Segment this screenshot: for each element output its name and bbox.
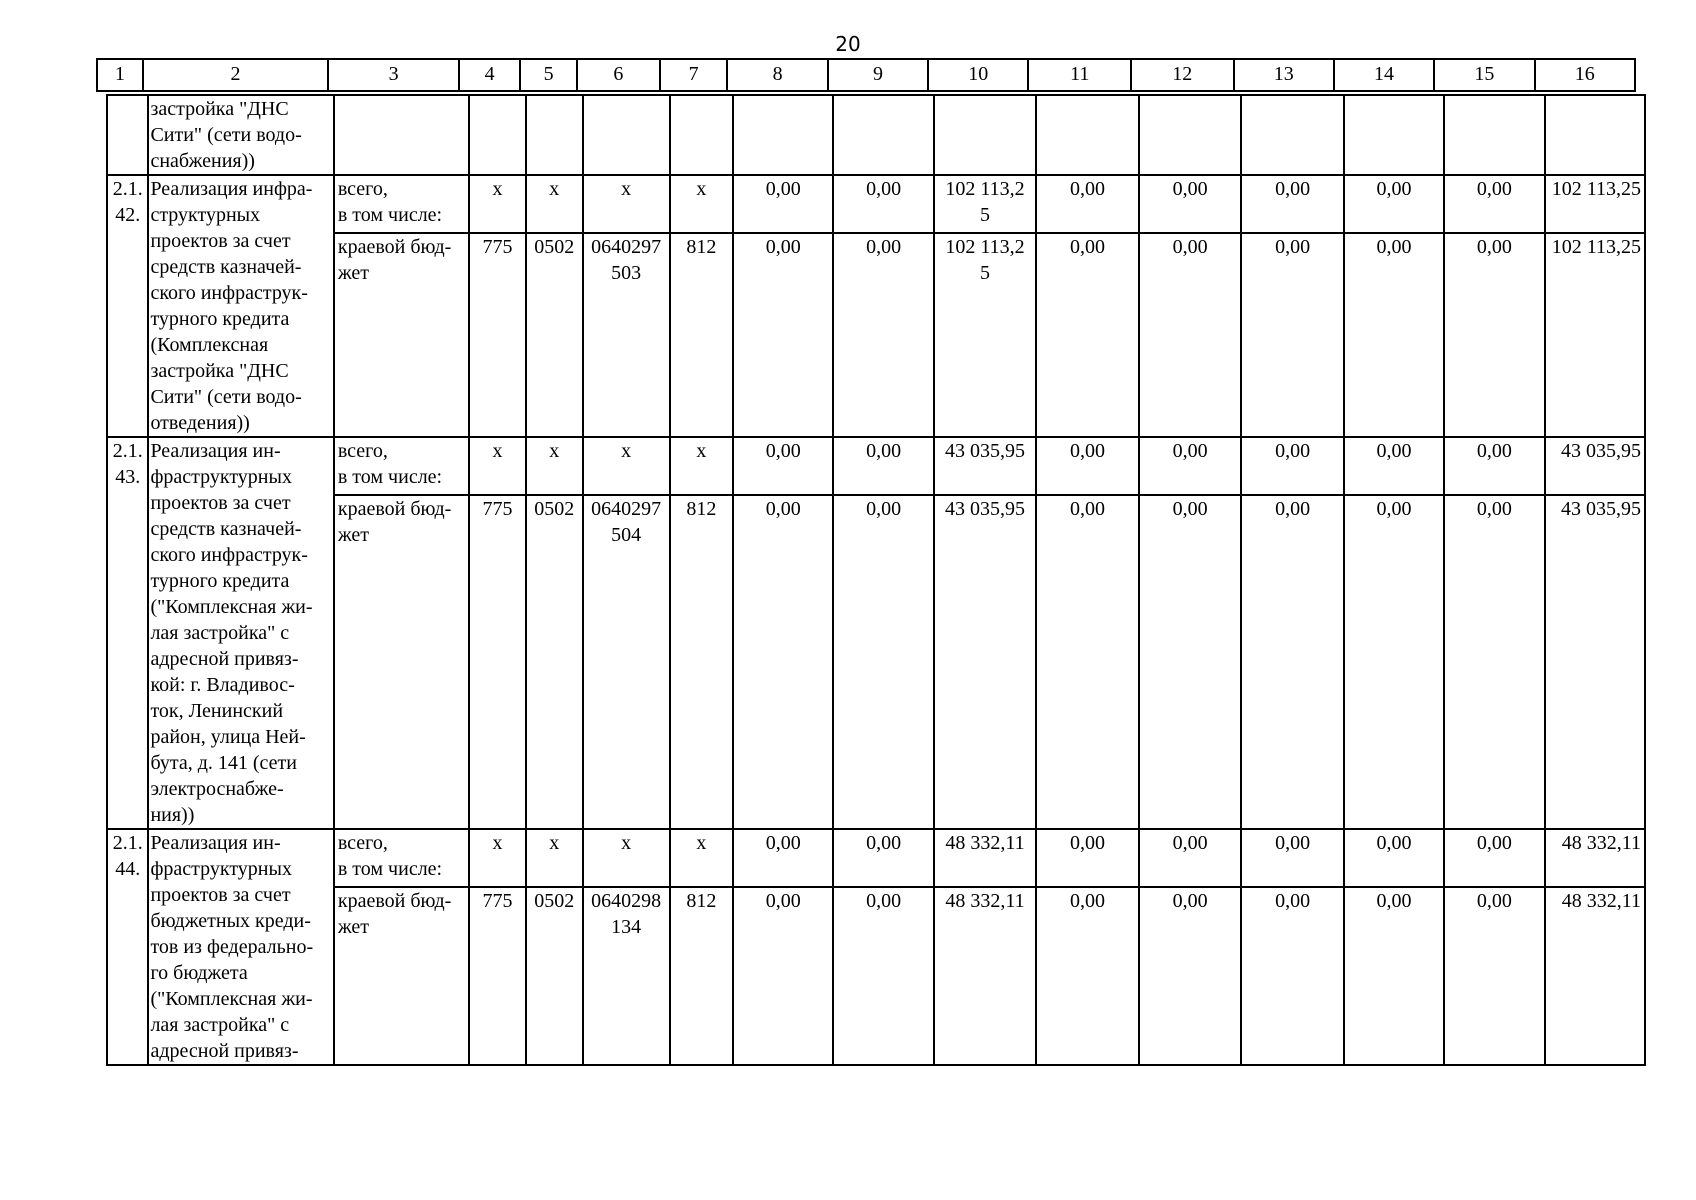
- amount-cell-c6: 0640297 504: [583, 495, 670, 829]
- amount-cell-c12: 0,00: [1139, 887, 1242, 1065]
- amount-cell-c7: х: [670, 437, 733, 495]
- amount-cell-c15: 0,00: [1444, 495, 1544, 829]
- item-source-row: [107, 495, 1645, 829]
- item-description-cell: Реализация ин- фраструктурных проектов за счет бюджетных креди- тов из федерально- го бюджета ("Комплексная жи- лая застройка" с адресной привяз-: [148, 829, 333, 1065]
- item-total-row: [107, 175, 1645, 233]
- amount-cell-c5: 0502: [526, 495, 583, 829]
- column-header-13: 13: [1234, 59, 1334, 91]
- amount-cell-c8: 0,00: [733, 175, 833, 233]
- column-header-6: 6: [577, 59, 660, 91]
- amount-cell-c16: 48 332,11: [1545, 887, 1645, 1065]
- column-header-4: 4: [459, 59, 520, 91]
- amount-cell-c9: 0,00: [833, 829, 933, 887]
- amount-cell-c16: 102 113,25: [1545, 175, 1645, 233]
- amount-cell-c15: 0,00: [1444, 829, 1544, 887]
- amount-cell-c11: 0,00: [1036, 175, 1139, 233]
- amount-cell-c11: 0,00: [1036, 495, 1139, 829]
- funding-source-cell: всего, в том числе:: [334, 829, 469, 887]
- empty-cell: [1241, 95, 1344, 175]
- amount-cell-c14: 0,00: [1344, 495, 1444, 829]
- amount-cell-c14: 0,00: [1344, 887, 1444, 1065]
- amount-cell-c5: 0502: [526, 233, 583, 437]
- amount-cell-c13: 0,00: [1241, 829, 1344, 887]
- amount-cell-c6: х: [583, 437, 670, 495]
- amount-cell-c13: 0,00: [1241, 437, 1344, 495]
- amount-cell-c11: 0,00: [1036, 887, 1139, 1065]
- empty-cell: [334, 95, 469, 175]
- amount-cell-c12: 0,00: [1139, 175, 1242, 233]
- item-description-cell: Реализация ин- фраструктурных проектов за счет средств казначей- ского инфраструк- турного кредита ("Комплексная жи- лая застройка" с адресной привяз- кой: г. Владивос- ток, Ленинский район, улица Ней- бута, д. 141 (сети электроснабже- ния)): [148, 437, 333, 829]
- amount-cell-c10: 48 332,11: [934, 829, 1037, 887]
- amount-cell-c11: 0,00: [1036, 437, 1139, 495]
- amount-cell-c14: 0,00: [1344, 233, 1444, 437]
- funding-source-cell: всего, в том числе:: [334, 437, 469, 495]
- empty-cell: [1444, 95, 1544, 175]
- continuation-row: [107, 95, 1645, 175]
- empty-cell: [1036, 95, 1139, 175]
- amount-cell-c7: х: [670, 829, 733, 887]
- item-description-cell: Реализация инфра- структурных проектов за счет средств казначей- ского инфраструк- турного кредита (Комплексная застройка "ДНС Сити" (сети водо- отведения)): [148, 175, 333, 437]
- amount-cell-c12: 0,00: [1139, 829, 1242, 887]
- column-header-14: 14: [1334, 59, 1434, 91]
- amount-cell-c7: 812: [670, 233, 733, 437]
- column-header-1: 1: [97, 59, 143, 91]
- item-number-cell: 2.1. 43.: [107, 437, 148, 829]
- page-number: 20: [835, 32, 861, 56]
- amount-cell-c13: 0,00: [1241, 495, 1344, 829]
- amount-cell-c11: 0,00: [1036, 829, 1139, 887]
- amount-cell-c7: 812: [670, 887, 733, 1065]
- column-header-9: 9: [828, 59, 928, 91]
- column-header-table: [96, 58, 1636, 92]
- amount-cell-c10: 102 113,2 5: [934, 233, 1037, 437]
- amount-cell-c13: 0,00: [1241, 175, 1344, 233]
- column-header-2: 2: [143, 59, 328, 91]
- amount-cell-c4: 775: [469, 887, 526, 1065]
- column-header-11: 11: [1028, 59, 1131, 91]
- amount-cell-c12: 0,00: [1139, 437, 1242, 495]
- amount-cell-c16: 43 035,95: [1545, 437, 1645, 495]
- amount-cell-c9: 0,00: [833, 175, 933, 233]
- amount-cell-c10: 43 035,95: [934, 495, 1037, 829]
- amount-cell-c14: 0,00: [1344, 437, 1444, 495]
- amount-cell-c8: 0,00: [733, 887, 833, 1065]
- amount-cell-c7: х: [670, 175, 733, 233]
- row-description-cell: застройка "ДНС Сити" (сети водо- снабжения)): [148, 95, 333, 175]
- amount-cell-c7: 812: [670, 495, 733, 829]
- amount-cell-c16: 43 035,95: [1545, 495, 1645, 829]
- amount-cell-c15: 0,00: [1444, 887, 1544, 1065]
- item-number-cell: 2.1. 44.: [107, 829, 148, 1065]
- amount-cell-c16: 48 332,11: [1545, 829, 1645, 887]
- funding-source-cell: всего, в том числе:: [334, 175, 469, 233]
- amount-cell-c6: х: [583, 175, 670, 233]
- amount-cell-c4: х: [469, 829, 526, 887]
- empty-cell: [1139, 95, 1242, 175]
- empty-cell: [733, 95, 833, 175]
- item-number-cell: 2.1. 42.: [107, 175, 148, 437]
- column-header-10: 10: [928, 59, 1028, 91]
- empty-cell: [934, 95, 1037, 175]
- column-header-3: 3: [328, 59, 459, 91]
- amount-cell-c5: х: [526, 175, 583, 233]
- item-source-row: [107, 887, 1645, 1065]
- amount-cell-c6: 0640298 134: [583, 887, 670, 1065]
- amount-cell-c10: 43 035,95: [934, 437, 1037, 495]
- amount-cell-c4: х: [469, 175, 526, 233]
- amount-cell-c8: 0,00: [733, 829, 833, 887]
- amount-cell-c9: 0,00: [833, 495, 933, 829]
- funding-source-cell: краевой бюд- жет: [334, 495, 469, 829]
- amount-cell-c9: 0,00: [833, 233, 933, 437]
- item-total-row: [107, 437, 1645, 495]
- amount-cell-c8: 0,00: [733, 495, 833, 829]
- amount-cell-c15: 0,00: [1444, 175, 1544, 233]
- amount-cell-c11: 0,00: [1036, 233, 1139, 437]
- amount-cell-c8: 0,00: [733, 233, 833, 437]
- amount-cell-c13: 0,00: [1241, 887, 1344, 1065]
- budget-table: [106, 94, 1646, 1066]
- column-number-row: [97, 59, 1635, 91]
- amount-cell-c12: 0,00: [1139, 495, 1242, 829]
- empty-cell: [526, 95, 583, 175]
- amount-cell-c5: х: [526, 829, 583, 887]
- amount-cell-c9: 0,00: [833, 437, 933, 495]
- column-header-5: 5: [520, 59, 577, 91]
- amount-cell-c6: 0640297 503: [583, 233, 670, 437]
- amount-cell-c5: х: [526, 437, 583, 495]
- funding-source-cell: краевой бюд- жет: [334, 233, 469, 437]
- amount-cell-c8: 0,00: [733, 437, 833, 495]
- empty-cell: [1344, 95, 1444, 175]
- amount-cell-c16: 102 113,25: [1545, 233, 1645, 437]
- column-header-15: 15: [1434, 59, 1534, 91]
- amount-cell-c6: х: [583, 829, 670, 887]
- amount-cell-c14: 0,00: [1344, 829, 1444, 887]
- row-number-cell: [107, 95, 148, 175]
- amount-cell-c15: 0,00: [1444, 437, 1544, 495]
- amount-cell-c4: х: [469, 437, 526, 495]
- amount-cell-c13: 0,00: [1241, 233, 1344, 437]
- empty-cell: [1545, 95, 1645, 175]
- amount-cell-c12: 0,00: [1139, 233, 1242, 437]
- empty-cell: [469, 95, 526, 175]
- amount-cell-c15: 0,00: [1444, 233, 1544, 437]
- column-header-16: 16: [1535, 59, 1635, 91]
- amount-cell-c14: 0,00: [1344, 175, 1444, 233]
- column-header-8: 8: [727, 59, 827, 91]
- amount-cell-c4: 775: [469, 233, 526, 437]
- budget-table-body: [107, 95, 1645, 1065]
- empty-cell: [670, 95, 733, 175]
- amount-cell-c5: 0502: [526, 887, 583, 1065]
- amount-cell-c9: 0,00: [833, 887, 933, 1065]
- column-header-7: 7: [660, 59, 728, 91]
- amount-cell-c4: 775: [469, 495, 526, 829]
- item-total-row: [107, 829, 1645, 887]
- funding-source-cell: краевой бюд- жет: [334, 887, 469, 1065]
- amount-cell-c10: 48 332,11: [934, 887, 1037, 1065]
- item-source-row: [107, 233, 1645, 437]
- amount-cell-c10: 102 113,2 5: [934, 175, 1037, 233]
- column-header-12: 12: [1131, 59, 1234, 91]
- empty-cell: [833, 95, 933, 175]
- empty-cell: [583, 95, 670, 175]
